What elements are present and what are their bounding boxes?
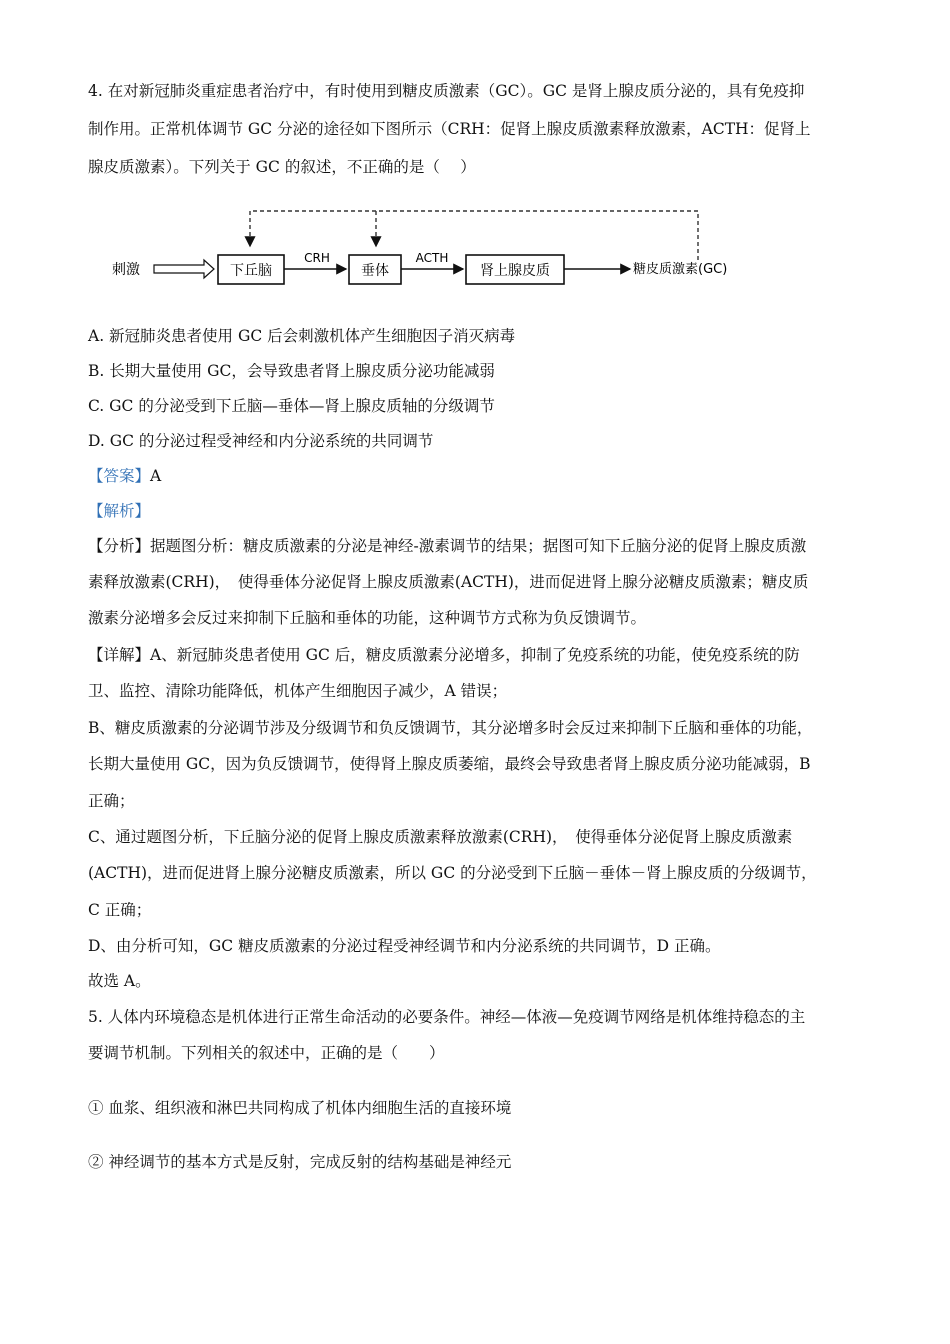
adrenal-cortex-label: 肾上腺皮质 bbox=[480, 263, 550, 279]
analysis-line-3: 激素分泌增多会反过来抑制下丘脑和垂体的功能，这种调节方式称为负反馈调节。 bbox=[88, 609, 647, 627]
analysis-line-1: 【分析】据题图分析：糖皮质激素的分泌是神经-激素调节的结果；据图可知下丘脑分泌的促肾上腺皮质激 bbox=[88, 537, 807, 555]
analysis-line-7: 长期大量使用 GC，因为负反馈调节，使得肾上腺皮质萎缩，最终会导致患者肾上腺皮质分泌功能减弱，B bbox=[88, 755, 811, 773]
hypothalamus-label: 下丘脑 bbox=[230, 263, 272, 279]
crh-label: CRH bbox=[304, 251, 330, 265]
analysis-line-5: 卫、监控、清除功能降低，机体产生细胞因子减少，A 错误； bbox=[88, 682, 508, 700]
analysis-line-2: 素释放激素(CRH)， 使得垂体分泌促肾上腺皮质激素(ACTH)，进而促进肾上腺分泌糖皮质激素；糖皮质 bbox=[88, 573, 809, 591]
analysis-line-13: 故选 A。 bbox=[88, 972, 151, 990]
q4-answer-line bbox=[88, 465, 161, 487]
q4-option-b: B. 长期大量使用 GC，会导致患者肾上腺皮质分泌功能减弱 bbox=[88, 362, 495, 380]
q4-option-d: D. GC 的分泌过程受神经和内分泌系统的共同调节 bbox=[88, 432, 434, 450]
answer-value: A bbox=[150, 467, 162, 485]
stimulus-label: 刺激 bbox=[112, 262, 140, 278]
analysis-line-11: C 正确； bbox=[88, 901, 152, 919]
q4-option-c: C. GC 的分泌受到下丘脑—垂体—肾上腺皮质轴的分级调节 bbox=[88, 397, 495, 415]
gc-regulation-diagram bbox=[112, 202, 752, 298]
q4-stem-line-2: 制作用。正常机体调节 GC 分泌的途径如下图所示（CRH：促肾上腺皮质激素释放激素，ACTH：促肾上 bbox=[88, 120, 811, 138]
analysis-line-6: B、糖皮质激素的分泌调节涉及分级调节和负反馈调节，其分泌增多时会反过来抑制下丘脑和垂体的功能， bbox=[88, 719, 813, 737]
acth-label: ACTH bbox=[415, 251, 449, 265]
analysis-line-12: D、由分析可知，GC 糖皮质激素的分泌过程受神经调节和内分泌系统的共同调节，D 正确。 bbox=[88, 937, 721, 955]
q5-stem-line-2: 要调节机制。下列相关的叙述中，正确的是（ ） bbox=[88, 1044, 445, 1062]
q5-stem-line-1: 5. 人体内环境稳态是机体进行正常生命活动的必要条件。神经—体液—免疫调节网络是机体维持稳态的主 bbox=[88, 1008, 806, 1026]
q5-item-2: ② 神经调节的基本方式是反射，完成反射的结构基础是神经元 bbox=[88, 1153, 512, 1171]
q4-analysis-heading bbox=[88, 500, 150, 522]
analysis-line-8: 正确； bbox=[88, 792, 135, 810]
answer-tag: 【答案】 bbox=[88, 467, 151, 485]
analysis-line-4: 【详解】A、新冠肺炎患者使用 GC 后，糖皮质激素分泌增多，抑制了免疫系统的功能，使免疫系统的防 bbox=[88, 646, 800, 664]
analysis-line-10: (ACTH)，进而促进肾上腺分泌糖皮质激素，所以 GC 的分泌受到下丘脑－垂体－肾上腺皮质的分级调节， bbox=[88, 864, 817, 882]
analysis-line-9: C、通过题图分析，下丘脑分泌的促肾上腺皮质激素释放激素(CRH)， 使得垂体分泌促肾上腺皮质激素 bbox=[88, 828, 793, 846]
q5-item-1: ① 血浆、组织液和淋巴共同构成了机体内细胞生活的直接环境 bbox=[88, 1099, 512, 1117]
q4-option-a: A. 新冠肺炎患者使用 GC 后会刺激机体产生细胞因子消灭病毒 bbox=[88, 327, 516, 345]
pituitary-label: 垂体 bbox=[361, 263, 389, 279]
stimulus-hollow-arrow bbox=[154, 260, 214, 278]
q4-stem-line-3: 腺皮质激素）。下列关于 GC 的叙述，不正确的是（ ） bbox=[88, 158, 476, 176]
analysis-tag: 【解析】 bbox=[88, 502, 151, 520]
gc-output-label: 糖皮质激素(GC) bbox=[633, 262, 728, 277]
q4-stem-line-1: 4. 在对新冠肺炎重症患者治疗中，有时使用到糖皮质激素（GC）。GC 是肾上腺皮质分泌的，具有免疫抑 bbox=[88, 82, 805, 100]
